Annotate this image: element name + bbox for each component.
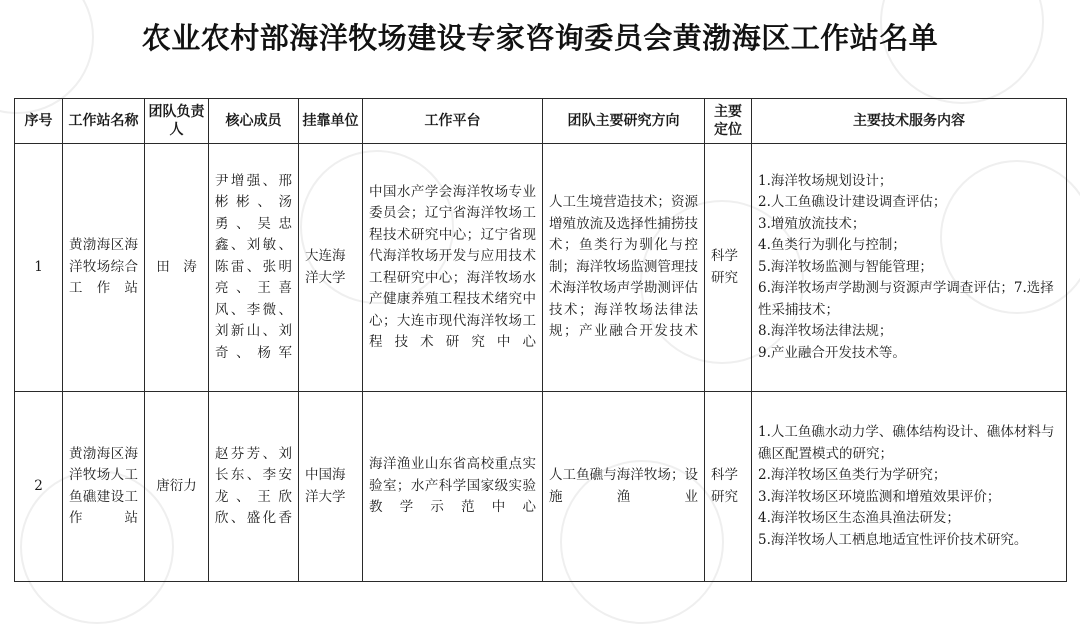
station-table: [14, 98, 1067, 582]
header-position: 主要定位: [705, 99, 752, 144]
header-index: 序号: [15, 99, 63, 144]
cell-services: 1.海洋牧场规划设计； 2.人工鱼礁设计建设调查评估； 3.增殖放流技术； 4.鱼类行为驯化与控制； 5.海洋牧场监测与智能管理； 6.海洋牧场声学勘测与资源声学调查评估；7.选择性采捕技术； 8.海洋牧场法律法规； 9.产业融合开发技术等。: [752, 144, 1067, 392]
header-services: 主要技术服务内容: [752, 99, 1067, 144]
header-research: 团队主要研究方向: [543, 99, 705, 144]
cell-leader: 唐衍力: [145, 392, 209, 582]
header-members: 核心成员: [209, 99, 299, 144]
cell-position: 科学研究: [705, 144, 752, 392]
header-leader: 团队负责人: [145, 99, 209, 144]
cell-unit: 中国海洋大学: [299, 392, 363, 582]
header-name: 工作站名称: [63, 99, 145, 144]
cell-position: 科学研究: [705, 392, 752, 582]
cell-name: 黄渤海区海洋牧场综合工作站: [63, 144, 145, 392]
page-title: 农业农村部海洋牧场建设专家咨询委员会黄渤海区工作站名单: [141, 21, 939, 55]
cell-members: 尹增强、邢彬彬、汤勇、吴忠鑫、刘敏、陈雷、张明亮、王喜风、李微、刘新山、刘奇、杨军: [209, 144, 299, 392]
table-row: [15, 392, 1067, 582]
cell-platform: 海洋渔业山东省高校重点实验室；水产科学国家级实验教学示范中心: [363, 392, 543, 582]
cell-index: 1: [15, 144, 63, 392]
cell-services: 1.人工鱼礁水动力学、礁体结构设计、礁体材料与礁区配置模式的研究； 2.海洋牧场区鱼类行为学研究； 3.海洋牧场区环境监测和增殖效果评价； 4.海洋牧场区生态渔具渔法研发； 5.海洋牧场人工栖息地适宜性评价技术研究。: [752, 392, 1067, 582]
cell-index: 2: [15, 392, 63, 582]
cell-research: 人工鱼礁与海洋牧场；设施渔业: [543, 392, 705, 582]
cell-members: 赵芬芳、刘长东、李安龙、王欣欣、盛化香: [209, 392, 299, 582]
cell-name: 黄渤海区海洋牧场人工鱼礁建设工作站: [63, 392, 145, 582]
header-platform: 工作平台: [363, 99, 543, 144]
header-unit: 挂靠单位: [299, 99, 363, 144]
table-header-row: [15, 99, 1067, 144]
table-row: [15, 144, 1067, 392]
cell-platform: 中国水产学会海洋牧场专业委员会；辽宁省海洋牧场工程技术研究中心；辽宁省现代海洋牧场开发与应用技术工程研究中心；海洋牧场水产健康养殖工程技术绪究中心；大连市现代海洋牧场工程技术研究中心: [363, 144, 543, 392]
cell-unit: 大连海洋大学: [299, 144, 363, 392]
cell-leader: 田 涛: [145, 144, 209, 392]
cell-research: 人工生境营造技术；资源增殖放流及选择性捕捞技术；鱼类行为驯化与控制；海洋牧场监测管理技术海洋牧场声学勘测评估技术；海洋牧场法律法规；产业融合开发技术: [543, 144, 705, 392]
